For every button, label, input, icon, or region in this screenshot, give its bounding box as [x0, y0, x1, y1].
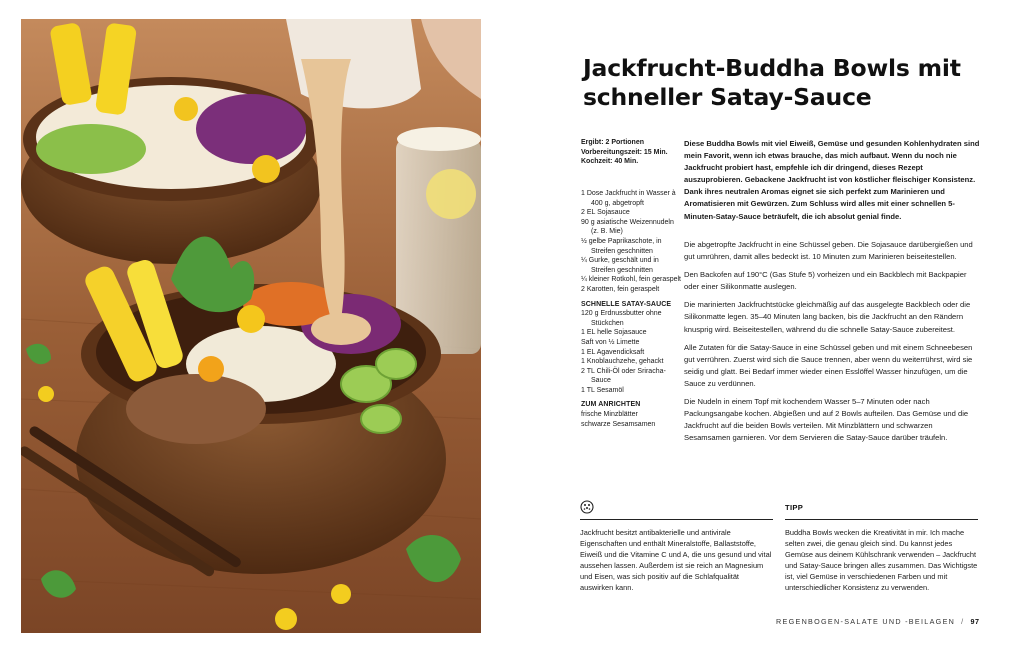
recipe-title-line-1: Jackfrucht-Buddha Bowls mit [583, 54, 961, 82]
ingredient: ½ gelbe Paprikaschote, in Streifen geschnitten [581, 237, 662, 255]
ingredient: frische Minzblätter [581, 411, 638, 419]
ingredient: 2 TL Chili-Öl oder Sriracha-Sauce [581, 367, 666, 385]
recipe-photo [21, 19, 481, 633]
tip-divider [785, 519, 978, 520]
step: Die abgetropfte Jackfrucht in eine Schüssel geben. Die Sojasauce darübergießen und gut umrühren, damit alles bedeckt ist. 10 Minuten zum Marinieren beiseitestellen. [684, 240, 973, 262]
ingredient: ¼ kleiner Rotkohl, fein geraspelt [581, 276, 681, 284]
step: Alle Zutaten für die Satay-Sauce in eine Schüssel geben und mit einem Schneebesen gut verrühren. Zuerst wird sich die Sauce trennen, aber wenn du weiterrührst, wird sie seidig und glatt. Bei Bedarf immer wieder einen Esslöffel Wasser hinzufügen, um die Sauce zu verdünnen. [684, 342, 973, 388]
ingredient: 1 EL Agavendicksaft [581, 348, 645, 356]
recipe-title [583, 54, 983, 112]
page-footer [776, 617, 979, 626]
tip-heading: TIPP [785, 503, 804, 512]
ingredient-list [581, 189, 681, 429]
ingredient: Saft von ½ Limette [581, 338, 640, 346]
ingredient: 1 Dose Jackfrucht in Wasser à 400 g, abgetropft [581, 190, 676, 207]
ingredient: 1 TL Sesamöl [581, 386, 624, 394]
ingredient: 1 EL helle Sojasauce [581, 329, 647, 337]
ingredient: 120 g Erdnussbutter ohne Stückchen [581, 310, 662, 327]
page-number: 97 [970, 617, 980, 626]
sauce-heading: SCHNELLE SATAY-SAUCE [581, 300, 672, 308]
step: Die marinierten Jackfruchtstücke gleichmäßig auf das ausgelegte Backblech oder die Silikonmatte legen. 35–40 Minuten lang backen, bis die Jackfrucht an den Rändern knusprig wird. Beiseitestellen, während du die schnelle Satay-Sauce zubereitest. [684, 300, 971, 334]
chapter-title: REGENBOGEN-SALATE UND -BEILAGEN [776, 617, 956, 626]
nutrition-note: Jackfrucht besitzt antibakterielle und antivirale Eigenschaften und enthält Mineralstoffe, Ballaststoffe, Eiweiß und die Vitamine C und A, die uns gesund und vital aussehen lassen. Außerdem ist sie reich an Magnesium und Eisen, was sich positiv auf die Schlafqualität auswirken kann. [580, 528, 772, 592]
nutrition-divider [580, 519, 773, 520]
tip-text: Buddha Bowls wecken die Kreativität in mir. Ich mache selten zwei, die genau gleich sind. Du kannst jedes Gemüse aus deinem Kühlschrank verwenden – Jackfrucht und Satay-Sauce bringen alles zusammen. Das Wichtigste ist, viel Gemüse in verschiedenen Farben und mit unterschiedlicher Konsistenz zu verwenden. [785, 528, 978, 592]
step: Die Nudeln in einem Topf mit kochendem Wasser 5–7 Minuten oder nach Packungsangabe kochen. Abgießen und auf 2 Bowls aufteilen. Das Gemüse und die Jackfrucht auf die beiden Bowls verteilen. Mit Minzblättern und schwarzen Sesamsamen garnieren. Vor dem Servieren die Satay-Sauce darüber träufeln. [684, 397, 969, 443]
step: Den Backofen auf 190°C (Gas Stufe 5) vorheizen und ein Backblech mit Backpapier oder einer Silikonmatte auslegen. [684, 270, 967, 292]
ingredient: schwarze Sesamsamen [581, 420, 656, 428]
ingredient: 2 EL Sojasauce [581, 209, 630, 217]
nutrition-icon [580, 500, 594, 514]
serve-heading: ZUM ANRICHTEN [581, 401, 641, 409]
cook-time: Kochzeit: 40 Min. [581, 158, 639, 166]
recipe-title-line-2: schneller Satay-Sauce [583, 83, 872, 111]
ingredient: 2 Karotten, fein geraspelt [581, 285, 660, 293]
ingredient: 1 Knoblauchzehe, gehackt [581, 358, 664, 366]
intro-paragraph: Diese Buddha Bowls mit viel Eiweiß, Gemüse und gesunden Kohlenhydraten sind mein Favorit, wenn ich etwas brauche, das mich aufbaut. Wenn du noch nie Jackfrucht probiert hast, empfehle ich dir dringend, dieses Rezept auszuprobieren. Gebackene Jackfrucht ist von köstlicher fleischiger Konsistenz. Dank ihres neutralen Aromas eignet sie sich perfekt zum Marinieren und Aromatisieren mit Gewürzen. Zum Schluss wird alles mit einer schnellen 5-Minuten-Satay-Sauce beträufelt, die ich absolut genial finde. [684, 139, 980, 221]
ingredient: 90 g asiatische Weizennudeln (z. B. Mie) [581, 218, 674, 236]
yield: Ergibt: 2 Portionen [581, 139, 644, 146]
recipe-meta [581, 138, 681, 167]
ingredient: ¼ Gurke, geschält und in Streifen geschnitten [581, 257, 659, 274]
prep-time: Vorbereitungszeit: 15 Min. [581, 148, 668, 156]
footer-separator: / [961, 617, 965, 626]
method-steps [684, 239, 980, 450]
